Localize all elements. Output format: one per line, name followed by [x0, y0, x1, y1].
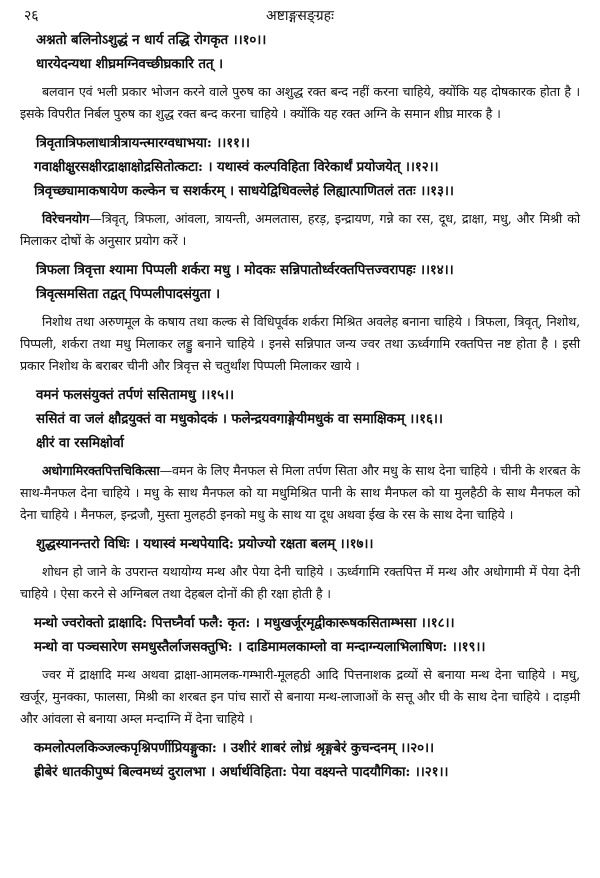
verse-10-line-1: अश्नतो बलिनोऽशुद्धं न धार्य तद्धि रोगकृत ।।१०।।	[36, 32, 267, 48]
running-title: अष्टाङ्गसङ्ग्रहः	[266, 8, 334, 24]
verse-17: शुद्धस्यानन्तरो विधिः । यथास्वं मन्थपेयादि: प्रयोज्यो रक्षता बलम् ।।१७।।	[36, 536, 374, 552]
paragraph-term: अधोगामिरक्तपित्तचिकित्सा	[42, 463, 160, 478]
paragraph-term: विरेचनयोग	[42, 211, 90, 226]
verse-15: वमनं फलसंयुक्तं तर्पणं ससितामधु ।।१५।।	[36, 387, 234, 403]
verse-20: कमलोत्पलकिञ्जल्कपृश्निपर्णीप्रियङ्गुका: । उशीरं शाबरं लोध्रं श्रृङ्गबेरं कुचन्दनम् ।।२०।।	[34, 740, 434, 756]
paragraph-text: —त्रिवृत्, त्रिफला, आंवला, त्रायन्ती, अमलतास, हरड़, इन्द्रायण, गन्ने का रस, दूध, द्राक्षा, मधु, और मिश्री को मिलाकर दोषों के अनुसार प्रयोग करें ।	[20, 211, 580, 248]
verse-19: मन्थो वा पञ्चसारेण समधुस्तैर्लाजसक्तुभि: । दाडिमामलकाम्लो वा मन्दाग्न्यलाभिलाषिण: ।।१९।।	[34, 639, 486, 655]
commentary-paragraph-5: शोधन हो जाने के उपरान्त यथायोग्य मन्थ और पेया देनी चाहिये । ऊर्ध्वगामि रक्तपित्त में मन्थ और अधोगामी में पेया देनी चाहिये । ऐसा करने से अग्निबल तथा देहबल दोनों की ही रक्षा होती है ।	[20, 564, 580, 601]
commentary-paragraph-4	[20, 460, 580, 526]
page-number: २६	[24, 8, 39, 24]
verse-18: मन्थो ज्वरोक्तो द्राक्षादि: पित्तघ्नैर्वा फलै: कृत: । मधुखर्जूरमृद्वीकारूषकसिताम्भसा ।।१८।।	[34, 615, 455, 631]
page-header	[20, 4, 580, 28]
verse-10-line-2: धारयेदन्यथा शीघ्रमग्निवच्छीघ्रकारि तत् ।	[36, 56, 223, 72]
commentary-paragraph-2	[20, 208, 580, 252]
verse-14-line-2: त्रिवृत्समसिता तद्वत् पिप्पलीपादसंयुता ।	[36, 286, 220, 302]
verse-16-line-1: ससितं वा जलं क्षौद्रयुक्तं वा मधुकोदकं । फलेन्द्रयवगाङ्गेयीमधुकं वा समाक्षिकम् ।।१६।।	[36, 411, 443, 427]
commentary-paragraph-6: ज्वर में द्राक्षादि मन्थ अथवा द्राक्षा-आमलक-गम्भारी-मूलहठी आदि पित्तनाशक द्रव्यों से बनाया मन्थ देना चाहिये । मधु, खर्जूर, मुनक्का, फालसा, मिश्री का शरबत इन पांच सारों से बनाया मन्थ-लाजाओं के सत्तू और घी के साथ देना चाहिये । दाड़मी और आंवला से बनाया अम्ल मन्दाग्नि में देना चाहिये ।	[20, 667, 580, 726]
commentary-paragraph-1: बलवान एवं भली प्रकार भोजन करने वाले पुरुष का अशुद्ध रक्त बन्द नहीं करना चाहिये, क्योंकि यह दोषकारक होता है । इसके विपरीत निर्बल पुरुष का शुद्ध रक्त बन्द करना चाहिये । क्योंकि यह रक्त अग्नि के समान शीघ्र मारक है ।	[20, 84, 580, 121]
verse-14-line-1: त्रिफला त्रिवृत्ता श्यामा पिप्पली शर्करा मधु । मोदकः सन्निपातोर्ध्वरक्तपित्तज्वरापहः ।।१४।।	[36, 262, 454, 278]
commentary-paragraph-3: निशोथ तथा अरुणमूल के कषाय तथा कल्क से विधिपूर्वक शर्करा मिश्रित अवलेह बनाना चाहिये । त्रिफला, त्रिवृत्, निशोथ, पिप्पली, शर्करा तथा मधु मिलाकर लड्डु बनाने चाहिये । इनसे सन्निपात जन्य ज्वर तथा ऊर्ध्वगामि रक्तपित्त नष्ट होता है । इसी प्रकार निशोथ के बराबर चीनी और त्रिवृत्त से चतुर्थांश पिप्पली मिलाकर खाये ।	[20, 314, 580, 373]
verse-16-line-2: क्षीरं वा रसमिक्षोर्वा	[36, 435, 124, 451]
verse-21: ह्रीबेरं धातकीपुष्पं बिल्वमध्यं दुरालभा । अर्धार्थविहिता: पेया वक्ष्यन्ते पादयौगिका: ।।२१।।	[34, 764, 449, 780]
verse-13: त्रिवृच्छ्यामाकषायेण कल्केन च सशर्करम् । साधयेद्विधिवल्लेहं लिह्यात्पाणितलं ततः ।।१३।।	[34, 183, 454, 199]
verse-11: त्रिवृतात्रिफलाधात्रीत्रायन्त्मारग्वधाभया: ।।११।।	[36, 135, 250, 151]
verse-12: गवाक्षीक्षुरसक्षीरद्राक्षाक्षोद्रसितोत्कटा: । यथास्वं कल्पविहिता विरेकार्थं प्रयोजयेत् ।।१२।।	[34, 159, 439, 175]
paragraph-text: —वमन के लिए मैनफल से मिला तर्पण सिता और मधु के साथ देना चाहिये । चीनी के शरबत के साथ-मैनफल देना चाहिये । मधु के साथ मैनफल को या मधुमिश्रित पानी के साथ मैनफल को या मुलहैठी के साथ मैनफल को देना चाहिये । मैनफल, इन्द्रजौ, मुस्ता मुलहठी इनको मधु के साथ या दूध अथवा ईख के रस के साथ देना चाहिये ।	[20, 463, 580, 522]
